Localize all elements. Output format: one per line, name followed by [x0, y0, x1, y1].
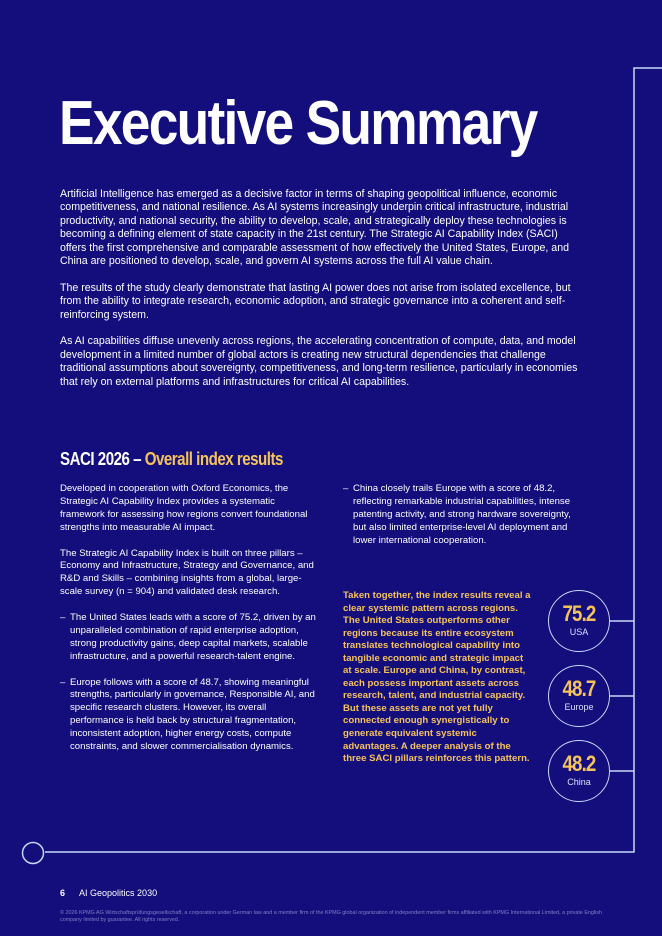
page-footer: [60, 887, 157, 899]
bullet-item-usa: [60, 612, 322, 664]
score-badge-usa: [548, 590, 610, 652]
body-paragraph: Developed in cooperation with Oxford Economics, the Strategic AI Capability Index provides a systematic framework for assessing how regions convert foundational strengths into measurable AI impact.: [60, 483, 308, 533]
bullet-text: Europe follows with a score of 48.7, showing meaningful strengths, particularly in governance, Responsible AI, and specific research clusters. However, its overall performance is held back by structural fragmentation, inconsistent adoption, higher energy costs, compute constraints, and slower commercialisation dynamics.: [70, 676, 315, 753]
legal-disclaimer: © 2026 KPMG AG Wirtschaftsprüfungsgesellschaft, a corporation under German law and a member firm of the KPMG global organization of independent member firms affiliated with KPMG International Limited, a private English company limited by guarantee. All rights reserved.: [60, 910, 603, 923]
key-takeaway-text: Taken together, the index results reveal a clear systemic pattern across regions. The United States outperforms other regions because its entire ecosystem translates technological capability into tangible economic and strategic impact at scale. Europe and China, by contrast, each possess important assets across research, talent, and industrial capacity. But these assets are not yet fully connected enough synergistically to generate equivalent systemic advantages. A deeper analysis of the three SACI pillars reinforces this pattern.: [343, 590, 531, 765]
page-title: Executive Summary: [59, 89, 537, 158]
score-label: Europe: [564, 702, 594, 712]
section-heading-accent: Overall index results: [144, 449, 283, 469]
bullet-item-europe: [60, 677, 322, 754]
score-label: USA: [569, 627, 589, 637]
bullet-item-china: [343, 483, 575, 548]
intro-paragraph: The results of the study clearly demonstrate that lasting AI power does not arise from isolated excellence, but from the ability to integrate research, economic adoption, and strategic governance into a coherent and self-reinforcing system.: [60, 281, 571, 321]
page-marker-circle: [23, 843, 44, 864]
publication-title: AI Geopolitics 2030: [79, 888, 158, 898]
bullet-dash: –: [60, 676, 66, 688]
left-column: [60, 483, 322, 767]
body-paragraph: The Strategic AI Capability Index is built on three pillars – Economy and Infrastructure, Strategy and Governance, and R&D and Skills – combining insights from a global, large-scale survey (n = 904) and validated desk research.: [60, 547, 314, 598]
score-value: 48.2: [562, 751, 596, 776]
section-heading: [60, 448, 283, 470]
score-badge-europe: [548, 665, 610, 727]
intro-paragraph: Artificial Intelligence has emerged as a decisive factor in terms of shaping geopolitical influence, economic competitiveness, and national resilience. As AI systems increasingly underpin critical infrastructure, industrial productivity, and national security, the ability to develop, scale, and strategically deploy these technologies is becoming a defining element of state capacity in the 21st century. The Strategic AI Capability Index (SACI) offers the first comprehensive and comparable assessment of how effectively the United States, Europe, and China are positioned to develop, scale, and govern AI systems across the full AI value chain.: [60, 188, 569, 268]
intro-paragraph: As AI capabilities diffuse unevenly across regions, the accelerating concentration of compute, data, and model development in a limited number of global actors is creating new structural dependencies that challenge traditional assumptions about sovereignty, competitiveness, and long-term resilience, particularly in economies that rely on external platforms and infrastructures for critical AI capabilities.: [60, 335, 578, 388]
section-heading-main: SACI 2026 –: [60, 449, 145, 469]
score-label: China: [567, 777, 591, 787]
bullet-dash: –: [343, 483, 349, 494]
right-column: [343, 483, 575, 560]
score-badge-china: [548, 740, 610, 802]
score-value: 75.2: [562, 601, 596, 626]
bullet-text: China closely trails Europe with a score of 48.2, reflecting remarkable industrial capabilities, intense patenting activity, and strong hardware sovereignty, but also limited enterprise-level AI deployment and lower international cooperation.: [353, 483, 571, 546]
score-value: 48.7: [562, 676, 596, 701]
page-number: 6: [60, 888, 66, 898]
bullet-dash: –: [60, 612, 66, 624]
intro-text: [60, 188, 580, 402]
bullet-text: The United States leads with a score of 75.2, driven by an unparalleled combination of rapid enterprise adoption, strong productivity gains, deep capital markets, scalable infrastructure, and a powerful research-talent engine.: [70, 612, 316, 662]
